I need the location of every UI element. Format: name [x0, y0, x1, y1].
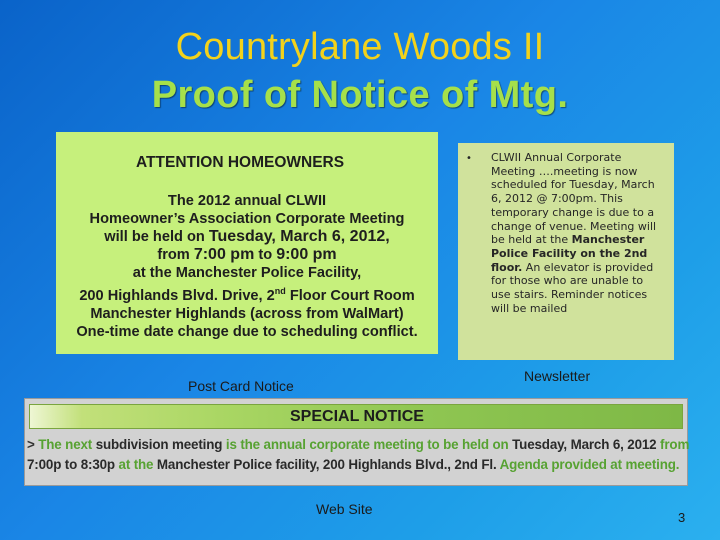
newsletter-text: An elevator is provided: [522, 260, 654, 274]
postcard-line: at the Manchester Police Facility,: [132, 265, 362, 281]
slide-title: Countrylane Woods II: [175, 26, 545, 68]
postcard-line: [56, 246, 438, 264]
postcard-body: [56, 192, 438, 341]
website-notice-text: [27, 435, 690, 475]
website-highlight: subdivision meeting: [95, 437, 223, 452]
postcard-caption: Post Card Notice: [188, 378, 294, 394]
arrow-icon: >: [27, 437, 35, 452]
postcard-end-time: 9:00 pm: [276, 246, 337, 263]
newsletter-line: use stairs. Reminder notices: [491, 288, 648, 302]
newsletter-line: CLWII Annual Corporate: [491, 151, 622, 164]
newsletter-line: for those who are unable to: [491, 274, 644, 288]
newsletter-line: [491, 233, 671, 247]
website-notice-image: [24, 398, 688, 486]
newsletter-line: change of venue. Meeting will: [491, 219, 657, 233]
special-notice-bar: [29, 404, 683, 429]
postcard-text: 200 Highlands Blvd. Drive, 2: [79, 288, 275, 304]
newsletter-line: [491, 261, 671, 275]
postcard-line: One-time date change due to scheduling conflict.: [76, 324, 418, 340]
newsletter-line: will be mailed: [491, 301, 568, 315]
newsletter-image: [458, 143, 674, 360]
website-line: [27, 435, 690, 455]
website-text: at the: [114, 457, 157, 472]
newsletter-bold: Manchester: [571, 233, 645, 247]
website-text: Agenda provided at meeting.: [496, 457, 680, 472]
postcard-notice-image: [56, 132, 438, 354]
website-highlight: Tuesday, March 6, 2012: [512, 437, 657, 452]
postcard-line: [56, 282, 438, 305]
website-highlight: Manchester Police facility, 200 Highlands Blvd., 2nd Fl.: [156, 457, 497, 472]
postcard-line: [56, 228, 438, 246]
postcard-ordinal: nd: [274, 286, 286, 296]
website-line: [27, 455, 687, 475]
newsletter-bold: Police Facility on the 2nd: [491, 246, 648, 260]
postcard-text: from: [157, 247, 194, 263]
website-highlight: 7:00p to 8:30p: [27, 457, 115, 472]
newsletter-caption: Newsletter: [524, 368, 591, 384]
newsletter-line: temporary change is due to a: [491, 205, 655, 219]
postcard-line: The 2012 annual CLWII: [167, 193, 327, 209]
newsletter-text: [491, 151, 671, 315]
bullet-icon: •: [466, 153, 472, 164]
newsletter-bold: floor.: [491, 260, 523, 274]
website-text: from: [656, 437, 690, 452]
newsletter-line: 6, 2012 @ 7:00pm. This: [491, 192, 623, 206]
postcard-text: Floor Court Room: [285, 288, 415, 304]
website-text: is the annual corporate meeting to be held on: [222, 437, 513, 452]
website-caption: Web Site: [316, 501, 373, 517]
postcard-line: Homeowner’s Association Corporate Meeting: [89, 211, 405, 227]
special-notice-title: SPECIAL NOTICE: [290, 408, 424, 425]
postcard-text: will be held on: [104, 229, 209, 245]
website-text: The next: [34, 437, 96, 452]
postcard-meeting-date: Tuesday, March 6, 2012,: [208, 228, 390, 245]
postcard-line: Manchester Highlands (across from WalMart): [90, 306, 404, 322]
newsletter-line: Meeting ….meeting is now: [491, 164, 638, 178]
newsletter-line: [491, 247, 671, 261]
newsletter-text: be held at the: [491, 233, 572, 247]
postcard-start-time: 7:00 pm: [193, 246, 255, 263]
page-number: 3: [678, 510, 686, 525]
postcard-text: to: [254, 247, 277, 263]
newsletter-line: scheduled for Tuesday, March: [491, 178, 655, 192]
postcard-heading: ATTENTION HOMEOWNERS: [136, 154, 345, 171]
slide-subtitle: Proof of Notice of Mtg.: [151, 74, 569, 116]
